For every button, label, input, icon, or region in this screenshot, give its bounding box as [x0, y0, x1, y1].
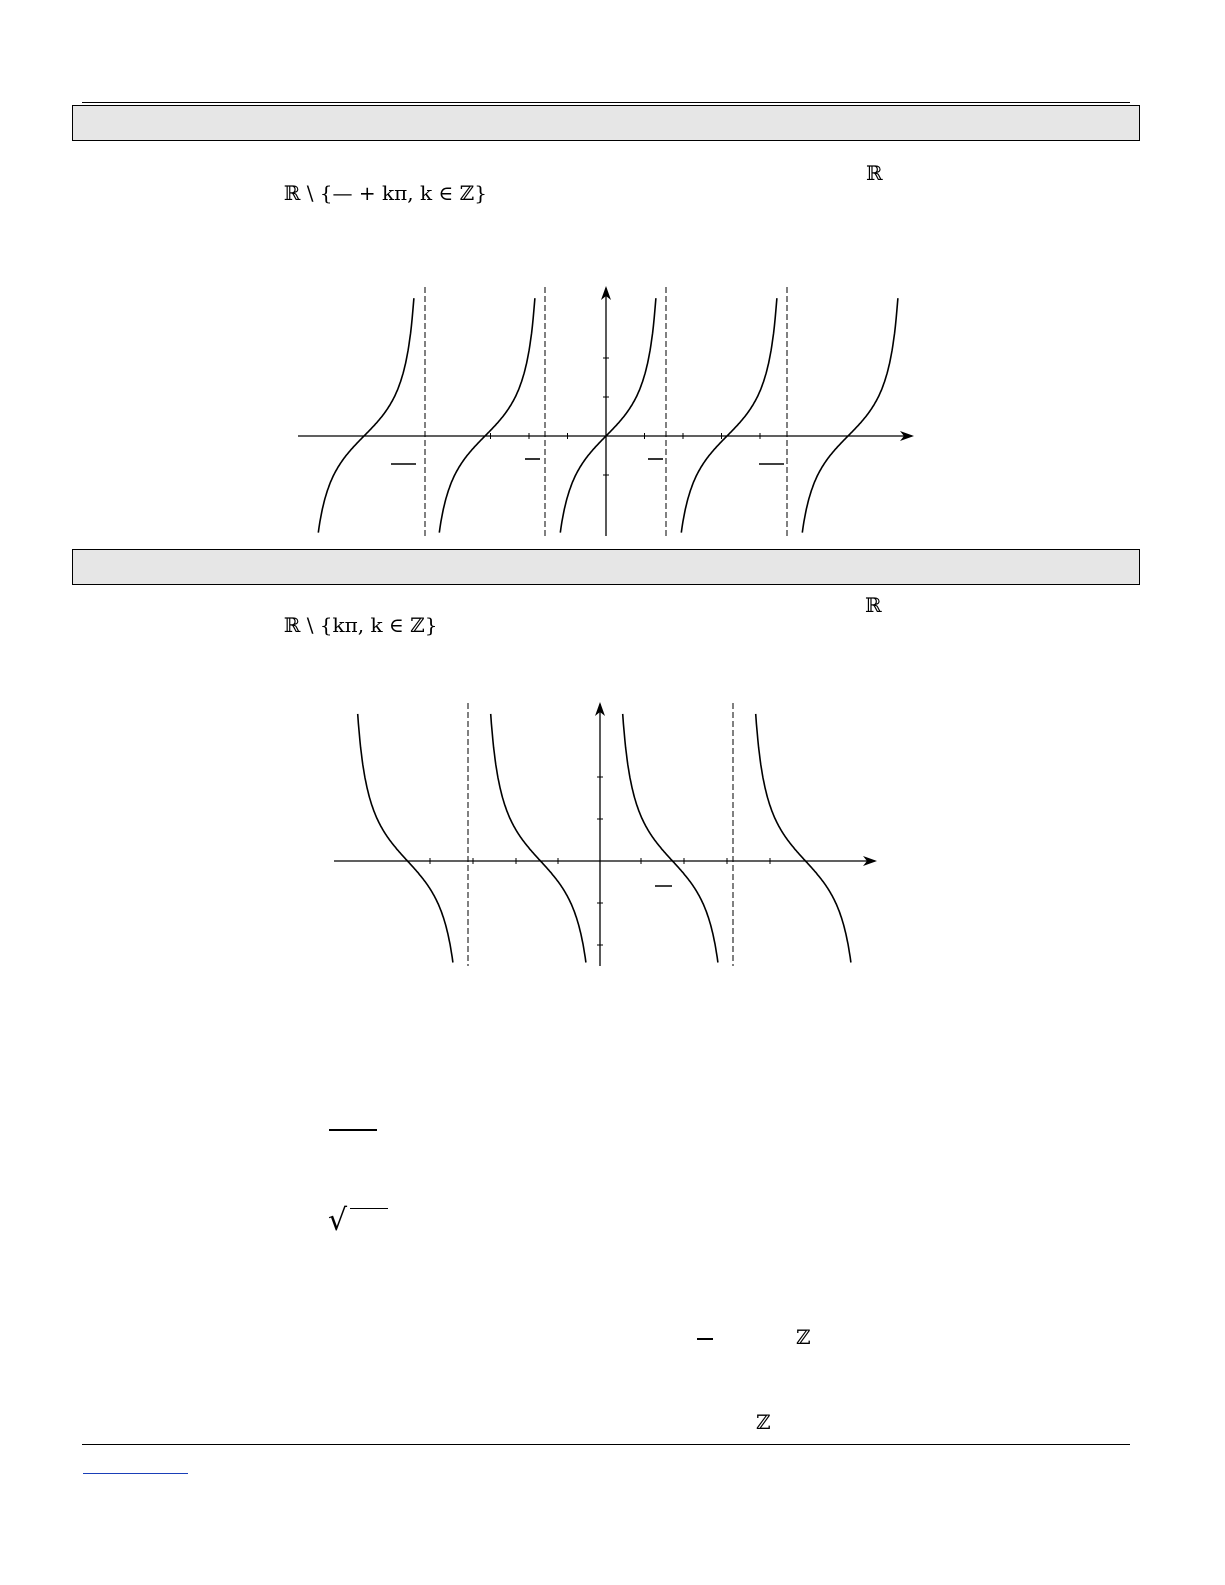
cotangent-branch	[756, 714, 851, 963]
cot-curves	[358, 714, 851, 963]
cot-domain-text: ℝ \ {kπ, k ∈ ℤ}	[283, 613, 438, 637]
square-root-overline	[350, 1208, 388, 1209]
footnote-rule	[82, 1444, 1130, 1445]
cotangent-branch	[491, 714, 586, 963]
cotangent-branch	[358, 714, 453, 963]
cot-range-symbol: ℝ	[865, 593, 882, 617]
fraction-bar-small	[697, 1338, 713, 1340]
fraction-bar-large	[329, 1129, 377, 1131]
tan-domain-text: ℝ \ {— + kπ, k ∈ ℤ}	[283, 181, 487, 205]
tan-range-symbol: ℝ	[866, 161, 883, 185]
square-root-sign: √	[328, 1203, 348, 1238]
footnote-link-underline[interactable]	[83, 1473, 188, 1474]
integer-set-symbol-1: ℤ	[796, 1325, 811, 1349]
cotangent-branch	[623, 714, 718, 963]
integer-set-symbol-2: ℤ	[756, 1410, 771, 1434]
